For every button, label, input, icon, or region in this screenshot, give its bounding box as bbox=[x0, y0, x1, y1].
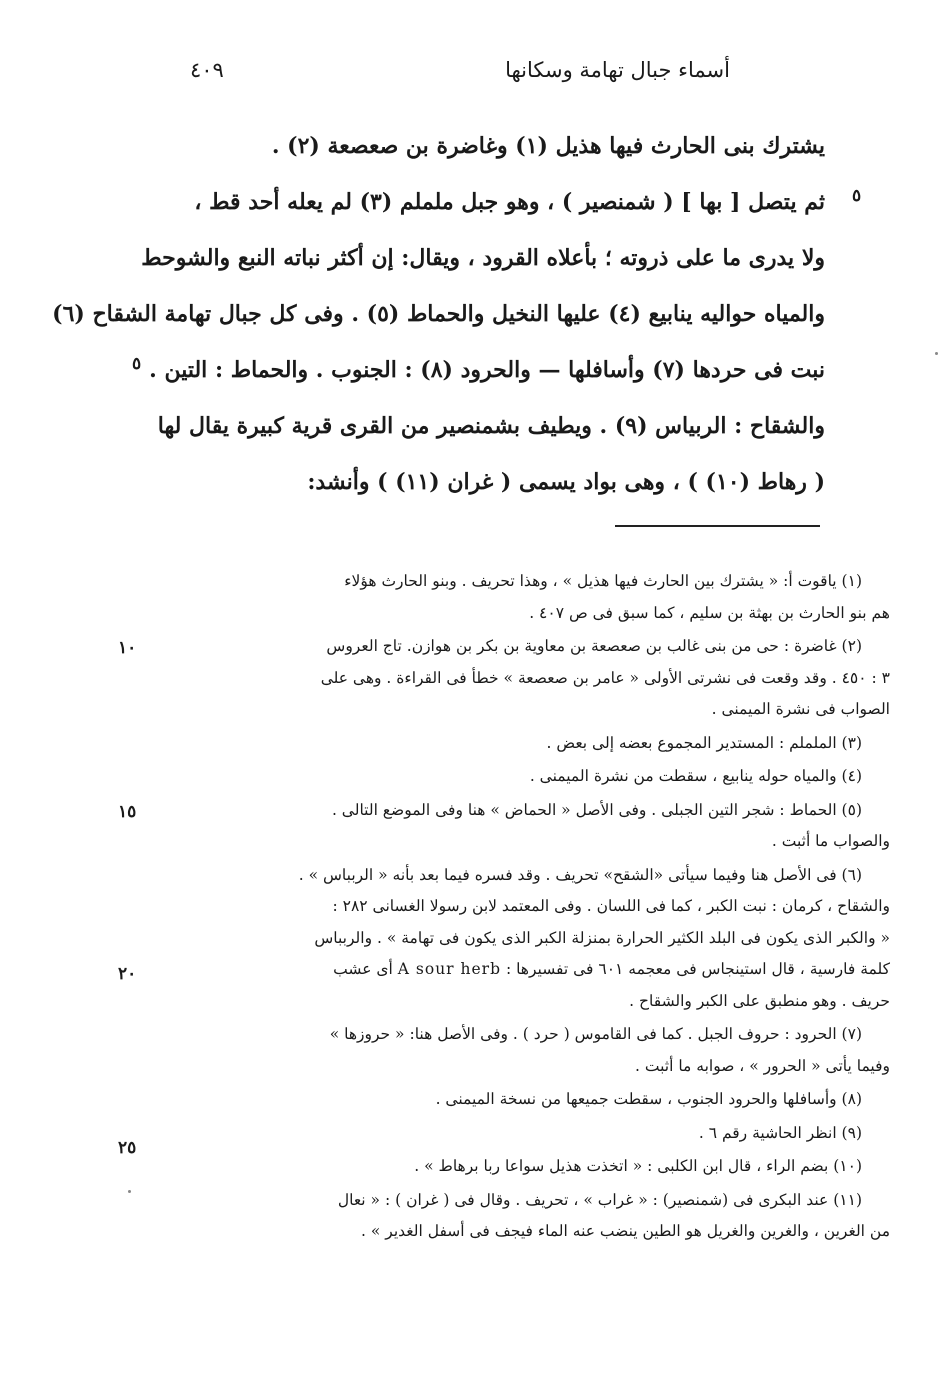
text-line: ولا يدرى ما على ذروته ؛ بأعلاه القرود ، ويقال: إن أكثر نباته النبع والشوحط bbox=[141, 245, 825, 271]
footnote bbox=[170, 1151, 890, 1183]
text-line: نبت فى حردها (٧) وأسافلها — والحرود (٨) : الجنوب . والحماط : التين . bbox=[149, 357, 825, 383]
footnote-line: هم بنو الحارث بن بهثة بن سليم ، كما سبق فى ص ٤٠٧ . bbox=[529, 603, 890, 622]
footnote bbox=[170, 728, 890, 760]
line-number-right: ٥ bbox=[852, 186, 862, 206]
footnotes bbox=[170, 566, 890, 1248]
footnote-line: حريف . وهو منطبق على الكبر والشقاح . bbox=[629, 991, 890, 1010]
footnote-line: ٣ : ٤٥٠ . وقد وقعت فى نشرتى الأولى « عامر بن صعصعة » خطأ فى القراءة . وهى على bbox=[320, 668, 890, 687]
footnote-line: والصواب ما أثبت . bbox=[771, 832, 890, 850]
footnote-line: (٩) انظر الحاشية رقم ٦ . bbox=[698, 1123, 862, 1142]
footnote-separator bbox=[615, 525, 820, 527]
running-title: أسماء جبال تهامة وسكانها bbox=[505, 58, 730, 82]
footnote bbox=[170, 860, 890, 1018]
text-line: والمياه حواليه ينابيع (٤) عليها النخيل والحماط (٥) . وفى كل جبال تهامة الشقاح (٦) bbox=[52, 301, 825, 327]
footnote bbox=[170, 761, 890, 793]
footnote-line: (١٠) بضم الراء ، قال ابن الكلبى : « اتخذت هذيل سواعا ربا برهاط » . bbox=[414, 1157, 862, 1175]
latin-gloss: A sour herb bbox=[397, 960, 501, 978]
footnote-line: (٢) غاضرة : حى من بنى غالب بن صعصعة بن معاوية بن بكر بن هوازن. تاج العروس bbox=[326, 637, 862, 655]
line-number: ١٥ bbox=[118, 802, 137, 822]
footnote bbox=[170, 631, 890, 726]
text-line: والشقاح : الربياس (٩) . ويطيف بشمنصير من القرى قرية كبيرة يقال لها bbox=[157, 413, 825, 439]
text-line: يشترك بنى الحارث فيها هذيل (١) وغاضرة بن صعصعة (٢) . bbox=[271, 133, 825, 159]
footnote-line: « والكبر الذى يكون فى البلد الكثير الحرارة بمنزلة الكبر الذى يكون فى تهامة » . والربباس bbox=[314, 928, 890, 947]
footnote bbox=[170, 1118, 890, 1150]
footnote-text: أى عشب bbox=[333, 960, 393, 978]
footnote-line: والشقاح ، كرمان : نبت الكبر ، كما فى اللسان . وفى المعتمد لابن رسولا الغسانى ٢٨٢ : bbox=[332, 897, 890, 915]
footnote bbox=[170, 1185, 890, 1248]
footnote bbox=[170, 1019, 890, 1082]
line-number: ٢٠ bbox=[118, 964, 137, 984]
footnote-line: الصواب فى نشرة الميمنى . bbox=[711, 700, 890, 718]
text-line: ( رهاط (١٠) ) ، وهى بواد يسمى ( غران (١١) ) وأنشد: bbox=[307, 469, 825, 495]
footnote-line: (٣) الململم : المستدير المجموع بعضه إلى بعض . bbox=[546, 733, 862, 752]
scan-speck bbox=[128, 1190, 131, 1193]
footnote-line: (١١) عند البكرى فى (شمنصير) : « غراب » ، تحريف . وقال فى ( غران ) : « نعال bbox=[337, 1190, 862, 1209]
footnote bbox=[170, 566, 890, 629]
footnote-line: (٧) الحرود : حروف الجبل . كما فى القاموس ( حرد ) . وفى الأصل هنا: « حروزها » bbox=[329, 1025, 862, 1043]
footnote-text: كلمة فارسية ، قال استينجاس فى معجمه ٦٠١ فى تفسيرها : bbox=[505, 960, 890, 978]
footnote bbox=[170, 795, 890, 858]
line-number: ٥ bbox=[132, 354, 142, 374]
text-line: ثم يتصل [ بها ] ( شمنصير ) ، وهو جبل ململم (٣) لم يعله أحد قط ، bbox=[194, 189, 825, 215]
footnote-line: (٤) والمياه حوله ينابيع ، سقطت من نشرة الميمنى . bbox=[529, 767, 862, 785]
line-number: ١٠ bbox=[118, 638, 137, 658]
main-text bbox=[52, 118, 825, 510]
footnote-line: (٦) فى الأصل هنا وفيما سيأتى «الشقح» تحريف . وقد فسره فيما بعد بأنه « الربباس » . bbox=[298, 865, 862, 884]
footnote-line: (٥) الحماط : شجر التين الجبلى . وفى الأصل « الحماض » هنا وفى الموضع التالى . bbox=[331, 800, 862, 819]
page-header bbox=[190, 58, 730, 98]
page-number: ٤٠٩ bbox=[190, 58, 224, 82]
footnote-line bbox=[170, 954, 890, 986]
footnote bbox=[170, 1084, 890, 1116]
footnote-line: من الغرين ، والغرين والغريل هو الطين ينضب عنه الماء فيجف فى أسفل الغدير » . bbox=[361, 1222, 890, 1240]
footnote-line: (١) ياقوت أ: « يشترك بين الحارث فيها هذيل » ، وهذا تحريف . وبنو الحارث هؤلاء bbox=[344, 572, 862, 590]
footnote-line: (٨) وأسافلها والحرود الجنوب ، سقطت جميعها من نسخة الميمنى . bbox=[435, 1090, 862, 1108]
line-number: ٢٥ bbox=[118, 1138, 137, 1158]
footnote-line: وفيما يأتى « الحرور » ، صوابه ما أثبت . bbox=[635, 1056, 890, 1075]
